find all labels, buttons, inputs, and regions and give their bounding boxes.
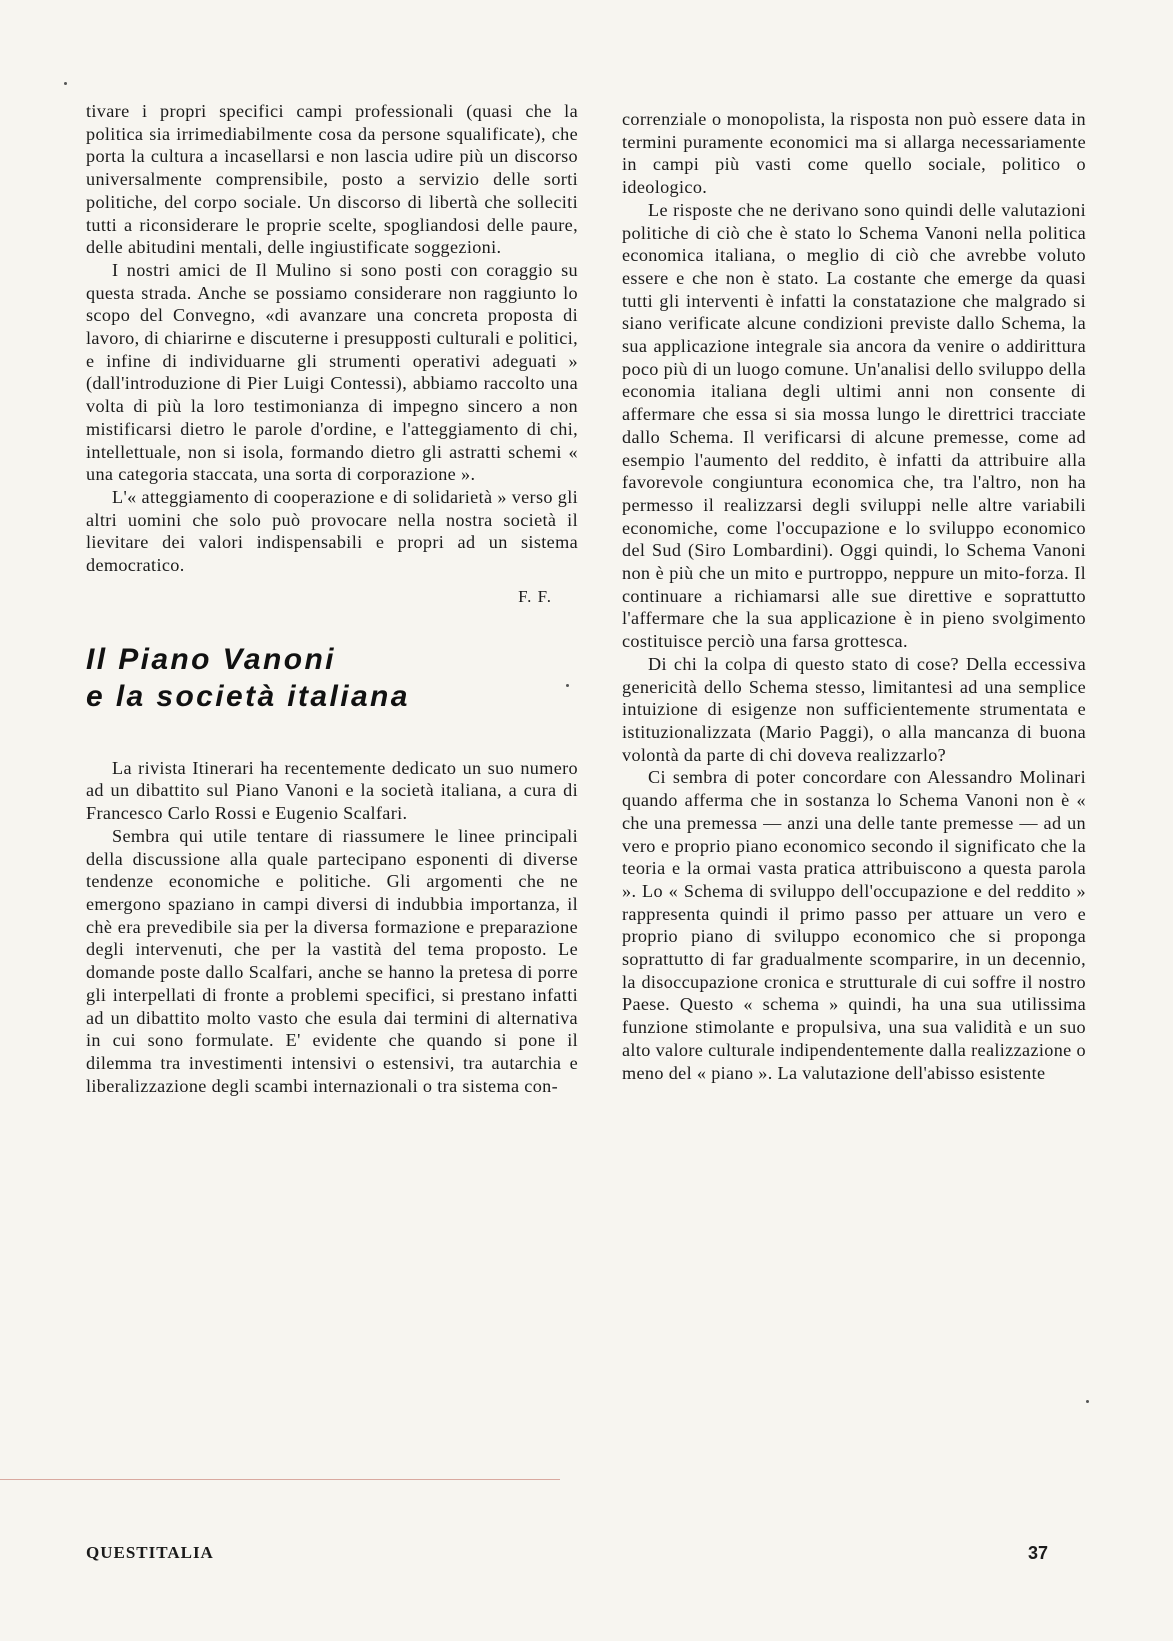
article-title [86, 641, 578, 715]
page-number: 37 [1028, 1543, 1049, 1563]
author-signature: F. F. [518, 586, 552, 606]
article-title-line: Il Piano Vanoni [86, 642, 336, 676]
print-speck [64, 82, 67, 85]
paragraph: La rivista Itinerari ha recentemente dedicato un suo numero ad un dibattito sul Piano Vanoni e la società italiana, a cura di Francesco Carlo Rossi e Eugenio Scalfari. [86, 757, 578, 824]
paragraph: tivare i propri specifici campi professionali (quasi che la politica sia irrimediabilmente cosa da persone squalificate), che porta la cultura a incasellarsi e non lascia udire più un discorso universalmente comprensibile, posto a servizio delle sorti politiche, del corpo sociale. Un discorso di libertà che solleciti tutti a riconsiderare le proprie scelte, spogliandosi delle paure, delle abitudini mentali, delle ingiustificate soggezioni. [86, 101, 578, 258]
left-column [86, 100, 578, 1097]
print-speck [1086, 1400, 1089, 1403]
paragraph: Sembra qui utile tentare di riassumere le linee principali della discussione alla quale partecipano esponenti di diverse tendenze economiche e politiche. Gli argomenti che ne emergono spaziano in campi diversi di indubbia importanza, il chè era prevedibile sia per la diversa formazione e preparazione degli intervenuti, che per la vastità del tema proposto. Le domande poste dallo Scalfari, anche se hanno la pretesa di porre gli interpellati di fronte a problemi specifici, si prestano infatti ad un dibattito molto vasto che esula dai termini di alternativa in cui sono formulate. E' evidente che quando si pone il dilemma tra investimenti intensivi o estensivi, tra autarchia e liberalizzazione degli scambi internazionali o tra sistema con- [86, 825, 578, 1096]
paragraph: Di chi la colpa di questo stato di cose? Della eccessiva genericità dello Schema stesso, limitantesi ad una semplice intuizione di esigenze non sufficientemente strumentata e istituzionalizzata (Mario Paggi), o alla mancanza di buona volontà da parte di chi doveva realizzarlo? [622, 653, 1086, 765]
page-edge-rule [0, 1479, 560, 1480]
paragraph: Le risposte che ne derivano sono quindi delle valutazioni politiche di ciò che è stato lo Schema Vanoni nella politica economica italiana, o meglio di ciò che avrebbe voluto essere e che non è stato. La costante che emerge da quasi tutti gli interventi è infatti la constatazione che malgrado si siano verificate alcune condizioni previste dallo Schema, la sua applicazione integrale sia ancora da venire o addirittura poco più di un luogo comune. Un'analisi dello sviluppo della economia italiana degli ultimi anni non consente di affermare che essa si sia mossa lungo le direttrici tracciate dallo Schema. Il verificarsi di alcune premesse, come ad esempio l'aumento del reddito, è infatti da attribuire alla favorevole congiuntura economica che, tra l'altro, non ha permesso il realizzarsi degli sviluppi nelle altre variabili economiche, come l'occupazione e lo sviluppo economico del Sud (Siro Lombardini). Oggi quindi, lo Schema Vanoni non è più che un mito e purtroppo, neppure un mito-forza. Il continuare a richiamarsi alle sue direttive e soprattutto l'affermare che la sua applicazione è in pieno svolgimento costituisce perciò una farsa grottesca. [622, 199, 1086, 652]
paragraph: L'« atteggiamento di cooperazione e di solidarietà » verso gli altri uomini che solo può provocare nella nostra società il lievitare dei valori indispensabili e propri ad un sistema democratico. [86, 486, 578, 576]
print-speck [566, 684, 569, 687]
paragraph: I nostri amici de Il Mulino si sono posti con coraggio su questa strada. Anche se possiamo considerare non raggiunto lo scopo del Convegno, «di avanzare una concreta proposta di lavoro, di chiarirne e discuterne i presupposti culturali e politici, e infine di individuarne gli strumenti operativi adeguati » (dall'introduzione di Pier Luigi Contessi), abbiamo raccolto una volta di più la loro testimonianza di impegno sincero a non mistificarsi dietro le parole d'ordine, e l'atteggiamento di chi, intellettuale, non si isola, formando dietro gli astratti schemi « una categoria staccata, una sorta di corporazione ». [86, 259, 578, 485]
paragraph: Ci sembra di poter concordare con Alessandro Molinari quando afferma che in sostanza lo Schema Vanoni non è « che una premessa — anzi una delle tante premesse — ad un vero e proprio piano economico secondo il significato che la teoria e la ormai vasta pratica attribuiscono a questa parola ». Lo « Schema di sviluppo dell'occupazione e del reddito » rappresenta quindi il primo passo per attuare un vero e proprio piano di sviluppo economico che si proponga soprattutto di far gradualmente scomparire, in un decennio, la disoccupazione cronica e strutturale di cui soffre il nostro Paese. Questo « schema » quindi, ha una sua utilissima funzione stimolante e propulsiva, una sua validità e un suo alto valore culturale indipendentemente dalla realizzazione o meno del « piano ». La valutazione dell'abisso esistente [622, 767, 1086, 1083]
article-title-line: e la società italiana [86, 679, 410, 713]
paragraph: correnziale o monopolista, la risposta non può essere data in termini puramente economici ma si allarga necessariamente in campi più vasti come quello sociale, politico o ideologico. [622, 109, 1086, 198]
magazine-name: QUESTITALIA [86, 1543, 214, 1562]
right-column [622, 108, 1086, 1084]
